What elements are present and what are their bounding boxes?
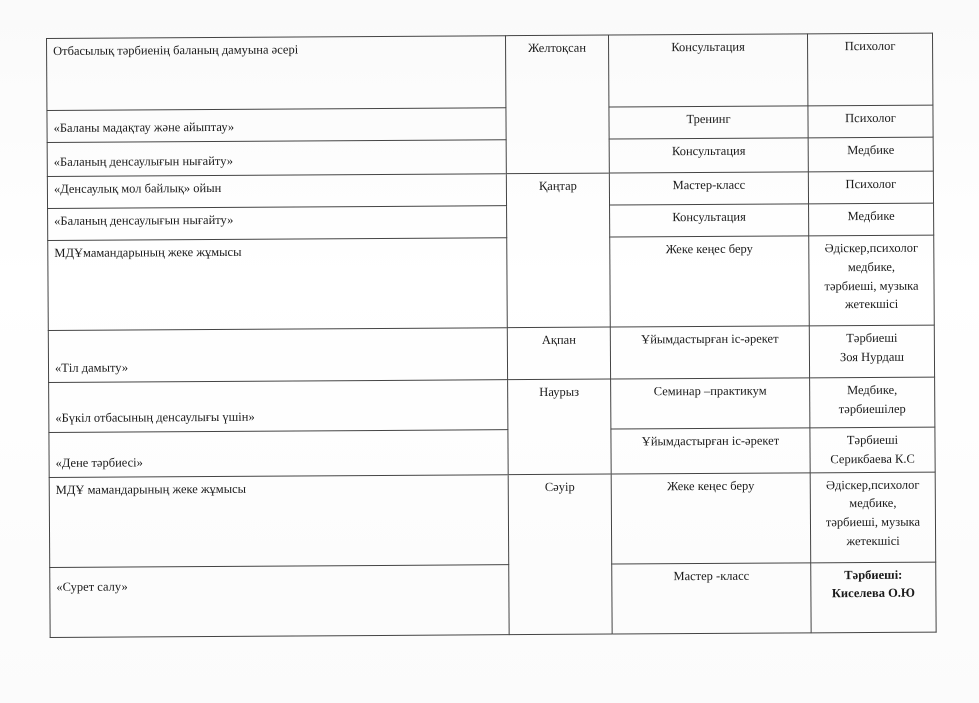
responsible-line: Әдіскер,психолог [824,240,919,256]
responsible-line: Киселева О.Ю [831,585,916,601]
responsible-cell: Медбике [808,137,933,172]
form-cell: Консультация [608,34,807,107]
month-cell: Қаңтар [506,173,610,328]
form-cell: Мастер-класс [609,172,808,205]
month-cell: Наурыз [508,379,612,474]
responsible-line: тәрбиеші, музыка [825,514,921,530]
responsible-cell [810,472,936,563]
responsible-line: Медбике, [847,382,898,398]
responsible-line: Серикбаева К.С [830,451,915,466]
responsible-cell [811,562,936,633]
form-cell: Мастер -класс [612,562,811,633]
responsible-line: Тәрбиеші [846,330,898,346]
topic-cell: «Сурет салу» [50,564,509,637]
table-row [47,105,933,142]
responsible-line: Әдіскер,психолог [825,477,920,492]
form-cell: Ұйымдастырған іс-әрекет [611,428,810,474]
responsible-cell [809,325,934,378]
topic-cell: «Бүкіл отбасының денсаулығы үшін» [49,380,508,433]
table-row [50,562,936,637]
table-row [47,137,933,176]
responsible-line: Тәрбиеші [846,432,899,448]
month-cell: Желтоқсан [505,35,609,174]
responsible-cell: Психолог [808,105,933,138]
table-row [49,472,936,567]
responsible-line: Зоя Нурдаш [839,349,905,364]
topic-cell: «Тіл дамыту» [48,328,507,383]
form-cell: Жеке кеңес беру [610,236,810,327]
responsible-cell [810,427,935,472]
form-cell: Жеке кеңес беру [611,472,811,563]
responsible-line: медбике, [847,259,896,274]
work-plan-table [46,33,937,638]
table-row [48,325,934,382]
responsible-line: медбике, [849,496,897,511]
responsible-cell [810,377,935,428]
topic-cell: «Баланы мадақтау және айыптау» [47,108,506,143]
table-row [49,377,935,432]
table-row [48,235,935,330]
responsible-line: жетекшісі [846,533,900,548]
responsible-cell: Психолог [808,171,933,204]
table-row [47,171,933,208]
topic-cell: «Денсаулық мол байлық» ойын [47,174,506,209]
topic-cell: МДҰмамандарының жеке жұмысы [48,238,508,331]
topic-cell: «Баланың денсаулығын нығайту» [48,206,507,241]
topic-cell: «Дене тәрбиесі» [49,430,508,477]
form-cell: Консультация [609,138,808,173]
responsible-line: Тәрбиеші: [844,567,903,582]
month-cell: Сәуір [508,474,612,635]
table-row [47,33,933,110]
form-cell: Ұйымдастырған іс-әрекет [610,326,809,379]
responsible-cell [809,235,935,326]
month-cell: Ақпан [507,327,610,380]
topic-cell: МДҰ мамандарының жеке жұмысы [49,474,509,567]
responsible-line: тәрбиешілер [838,401,906,416]
table-row [49,427,935,477]
topic-cell: «Баланың денсаулығын нығайту» [47,140,506,177]
responsible-line: тәрбиеші, музыка [824,278,919,293]
responsible-cell: Психолог [807,33,932,106]
responsible-cell: Медбике [809,203,934,236]
form-cell: Семинар –практикум [611,378,810,429]
topic-cell: Отбасылық тәрбиенің баланың дамуына әсері [47,36,506,111]
table-row [48,203,934,240]
form-cell: Тренинг [609,106,808,139]
form-cell: Консультация [610,204,809,237]
responsible-line: жетекшісі [844,297,899,312]
